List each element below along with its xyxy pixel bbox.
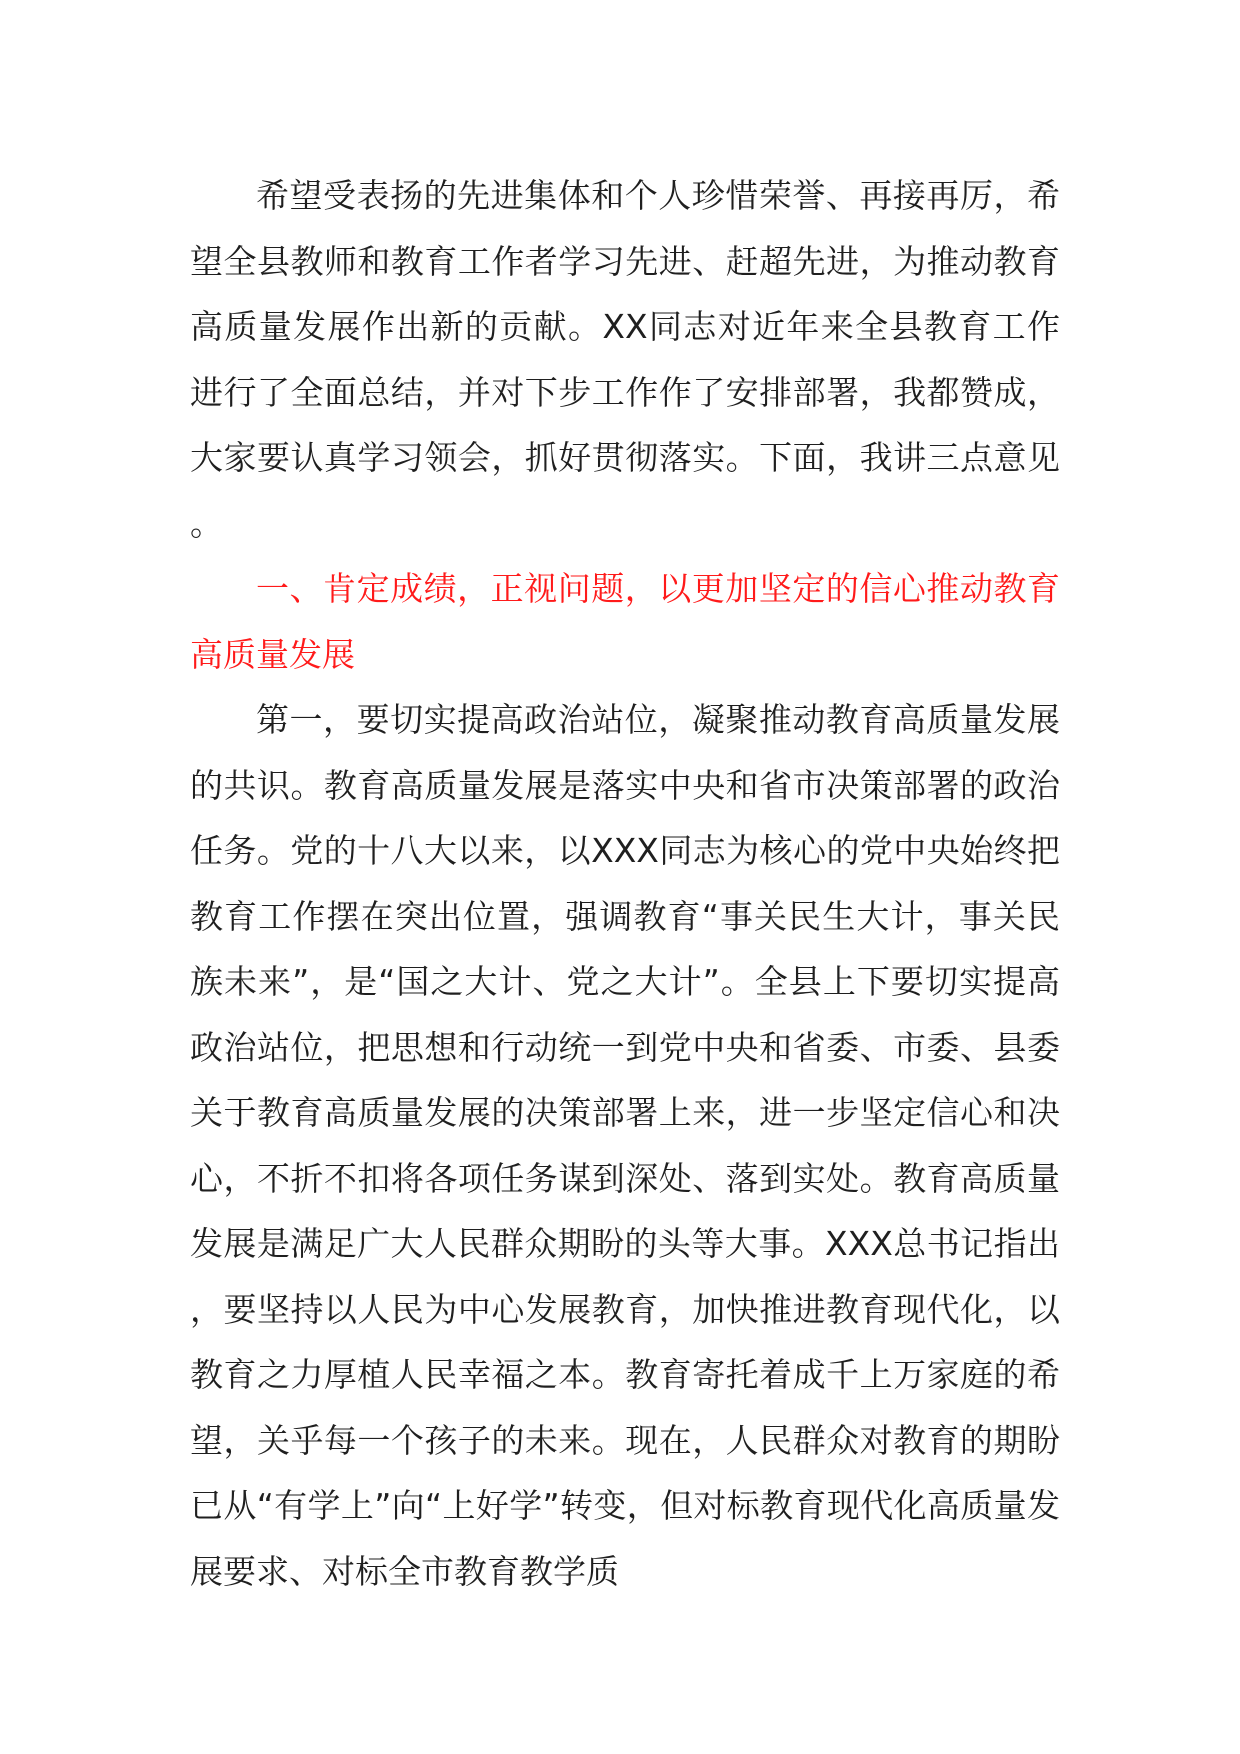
intro-paragraph: 希望受表扬的先进集体和个人珍惜荣誉、再接再厉，希望全县教师和教育工作者学习先进、赶超先进，为推动教育高质量发展作出新的贡献。XX同志对近年来全县教育工作进行了全面总结，并对下步工作作了安排部署，我都赞成，大家要认真学习领会，抓好贯彻落实。下面，我讲三点意见。 — [190, 176, 1060, 543]
document-body — [190, 163, 1060, 1604]
body-paragraph: 第一，要切实提高政治站位，凝聚推动教育高质量发展的共识。教育高质量发展是落实中央和省市决策部署的政治任务。党的十八大以来，以XXX同志为核心的党中央始终把教育工作摆在突出位置，强调教育“事关民生大计，事关民族未来”，是“国之大计、党之大计”。全县上下要切实提高政治站位，把思想和行动统一到党中央和省委、市委、县委关于教育高质量发展的决策部署上来，进一步坚定信心和决心，不折不扣将各项任务谋到深处、落到实处。教育高质量发展是满足广大人民群众期盼的头等大事。XXX总书记指出，要坚持以人民为中心发展教育，加快推进教育现代化，以教育之力厚植人民幸福之本。教育寄托着成千上万家庭的希望，关乎每一个孩子的未来。现在，人民群众对教育的期盼已从“有学上”向“上好学”转变，但对标教育现代化高质量发展要求、对标全市教育教学质 — [190, 700, 1060, 1591]
section-heading: 一、肯定成绩，正视问题，以更加坚定的信心推动教育高质量发展 — [190, 569, 1060, 674]
